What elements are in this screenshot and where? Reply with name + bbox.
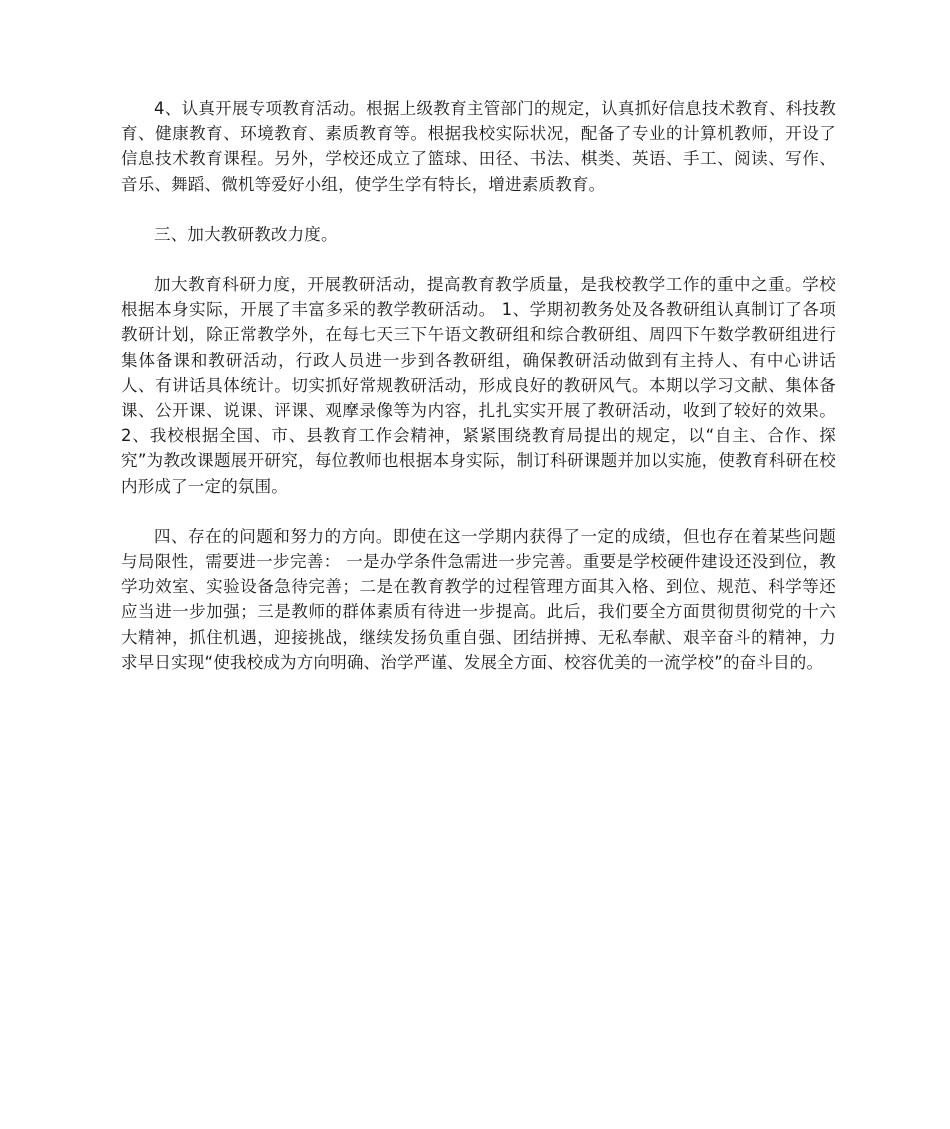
section-heading-teaching-research: 三、加大教研教改力度。 [154,224,338,244]
paragraph-special-education: 4、认真开展专项教育活动。根据上级教育主管部门的规定，认真抓好信息技术教育、科技教育、健康教育、环境教育、素质教育等。根据我校实际状况，配备了专业的计算机教师，开设了信息技术教育课程。另外，学校还成立了篮球、田径、书法、棋类、英语、手工、阅读、写作、音乐、舞蹈、微机等爱好小组，使学生学有特长，增进素质教育。 [121,99,836,194]
document-page [121,96,836,675]
paragraph-problems-direction: 四、存在的问题和努力的方向。即使在这一学期内获得了一定的成绩，但也存在着某些问题与局限性，需要进一步完善： 一是办学条件急需进一步完善。重要是学校硬件建设还没到位，教学功效室、实验设备急待完善；二是在教育教学的过程管理方面其入格、到位、规范、科学等还应当进一步加强；三是教师的群体素质有待进一步提高。此后，我们要全方面贯彻贯彻党的十六大精神，抓住机遇，迎接挑战，继续发扬负重自强、团结拼搏、无私奉献、艰辛奋斗的精神，力求早日实现“使我校成为方向明确、治学严谨、发展全方面、校容优美的一流学校”的奋斗目的。 [121,526,836,672]
paragraph-teaching-research: 加大教育科研力度，开展教研活动，提高教育教学质量，是我校教学工作的重中之重。学校根据本身实际，开展了丰富多采的教学教研活动。 1、学期初教务处及各教研组认真制订了各项教研计划，除正常教学外，在每七天三下午语文教研组和综合教研组、周四下午数学教研组进行集体备课和教研活动，行政人员进一步到各教研组，确保教研活动做到有主持人、有中心讲话人、有讲话具体统计。切实抓好常规教研活动，形成良好的教研风气。本期以学习文献、集体备课、公开课、说课、评课、观摩录像等为内容，扎扎实实开展了教研活动，收到了较好的效果。2、我校根据全国、市、县教育工作会精神，紧紧围绕教育局提出的规定，以“自主、合作、探究”为教改课题展开研究，每位教师也根据本身实际，制订科研课题并加以实施，使教育科研在校内形成了一定的氛围。 [121,275,836,496]
